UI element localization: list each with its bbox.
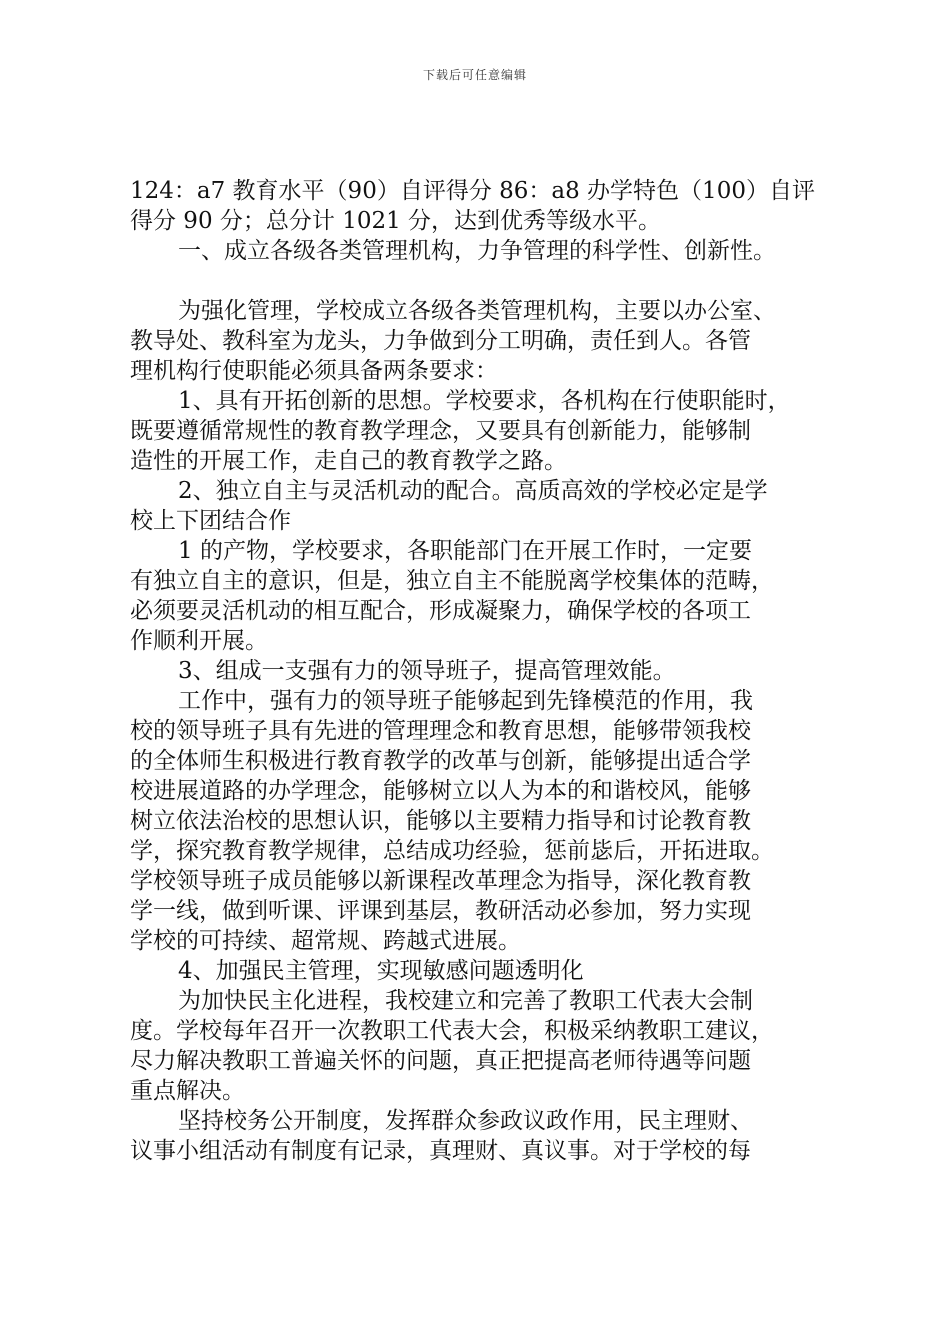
text-line: 学，探究教育教学规律，总结成功经验，惩前毖后，开拓进取。: [130, 838, 774, 864]
text-line: 作顺利开展。: [130, 628, 268, 654]
text-line: 坚持校务公开制度，发挥群众参政议政作用，民主理财、: [178, 1108, 753, 1134]
text-line: 教导处、教科室为龙头，力争做到分工明确，责任到人。各管: [130, 328, 751, 354]
text-line: 1、具有开拓创新的思想。学校要求，各机构在行使职能时，: [178, 388, 791, 414]
text-line: 校上下团结合作: [130, 508, 291, 534]
text-line: 既要遵循常规性的教育教学理念，又要具有创新能力，能够制: [130, 418, 751, 444]
section-heading: 一、成立各级各类管理机构，力争管理的科学性、创新性。: [178, 238, 776, 264]
text-line: 议事小组活动有制度有记录，真理财、真议事。对于学校的每: [130, 1138, 751, 1164]
text-line: 3、组成一支强有力的领导班子，提高管理效能。: [178, 658, 676, 684]
text-line: 理机构行使职能必须具备两条要求：: [130, 358, 498, 384]
text-line: 学校领导班子成员能够以新课程改革理念为指导，深化教育教: [130, 868, 751, 894]
blank-line: [130, 266, 830, 296]
text-line: 的全体师生积极进行教育教学的改革与创新，能够提出适合学: [130, 748, 751, 774]
document-body: [130, 176, 830, 1166]
text-line: 有独立自主的意识，但是，独立自主不能脱离学校集体的范畴，: [130, 568, 774, 594]
text-line: 2、独立自主与灵活机动的配合。高质高效的学校必定是学: [178, 478, 768, 504]
text-line: 学一线，做到听课、评课到基层，教研活动必参加，努力实现: [130, 898, 751, 924]
page-header-note: 下载后可任意编辑: [422, 68, 527, 82]
text-line: 为强化管理，学校成立各级各类管理机构，主要以办公室、: [178, 298, 776, 324]
text-line: 1 的产物，学校要求，各职能部门在开展工作时，一定要: [178, 538, 752, 564]
text-line: 造性的开展工作，走自己的教育教学之路。: [130, 448, 567, 474]
text-line: 尽力解决教职工普遍关怀的问题，真正把提高老师待遇等问题: [130, 1048, 751, 1074]
text-line: 必须要灵活机动的相互配合，形成凝聚力，确保学校的各项工: [130, 598, 751, 624]
text-line: 校的领导班子具有先进的管理理念和教育思想，能够带领我校: [130, 718, 751, 744]
text-line: 4、加强民主管理，实现敏感问题透明化: [178, 958, 584, 984]
text-line: 学校的可持续、超常规、跨越式进展。: [130, 928, 521, 954]
text-line: 重点解决。: [130, 1078, 245, 1104]
text-line: 工作中，强有力的领导班子能够起到先锋模范的作用，我: [178, 688, 753, 714]
text-line: 度。学校每年召开一次教职工代表大会，积极采纳教职工建议，: [130, 1018, 774, 1044]
text-line: 校进展道路的办学理念，能够树立以人为本的和谐校风，能够: [130, 778, 751, 804]
text-line: 124：a7 教育水平（90）自评得分 86：a8 办学特色（100）自评: [130, 178, 815, 204]
text-line: 得分 90 分；总分计 1021 分，达到优秀等级水平。: [130, 208, 662, 234]
text-line: 树立依法治校的思想认识，能够以主要精力指导和讨论教育教: [130, 808, 751, 834]
text-line: 为加快民主化进程，我校建立和完善了教职工代表大会制: [178, 988, 753, 1014]
